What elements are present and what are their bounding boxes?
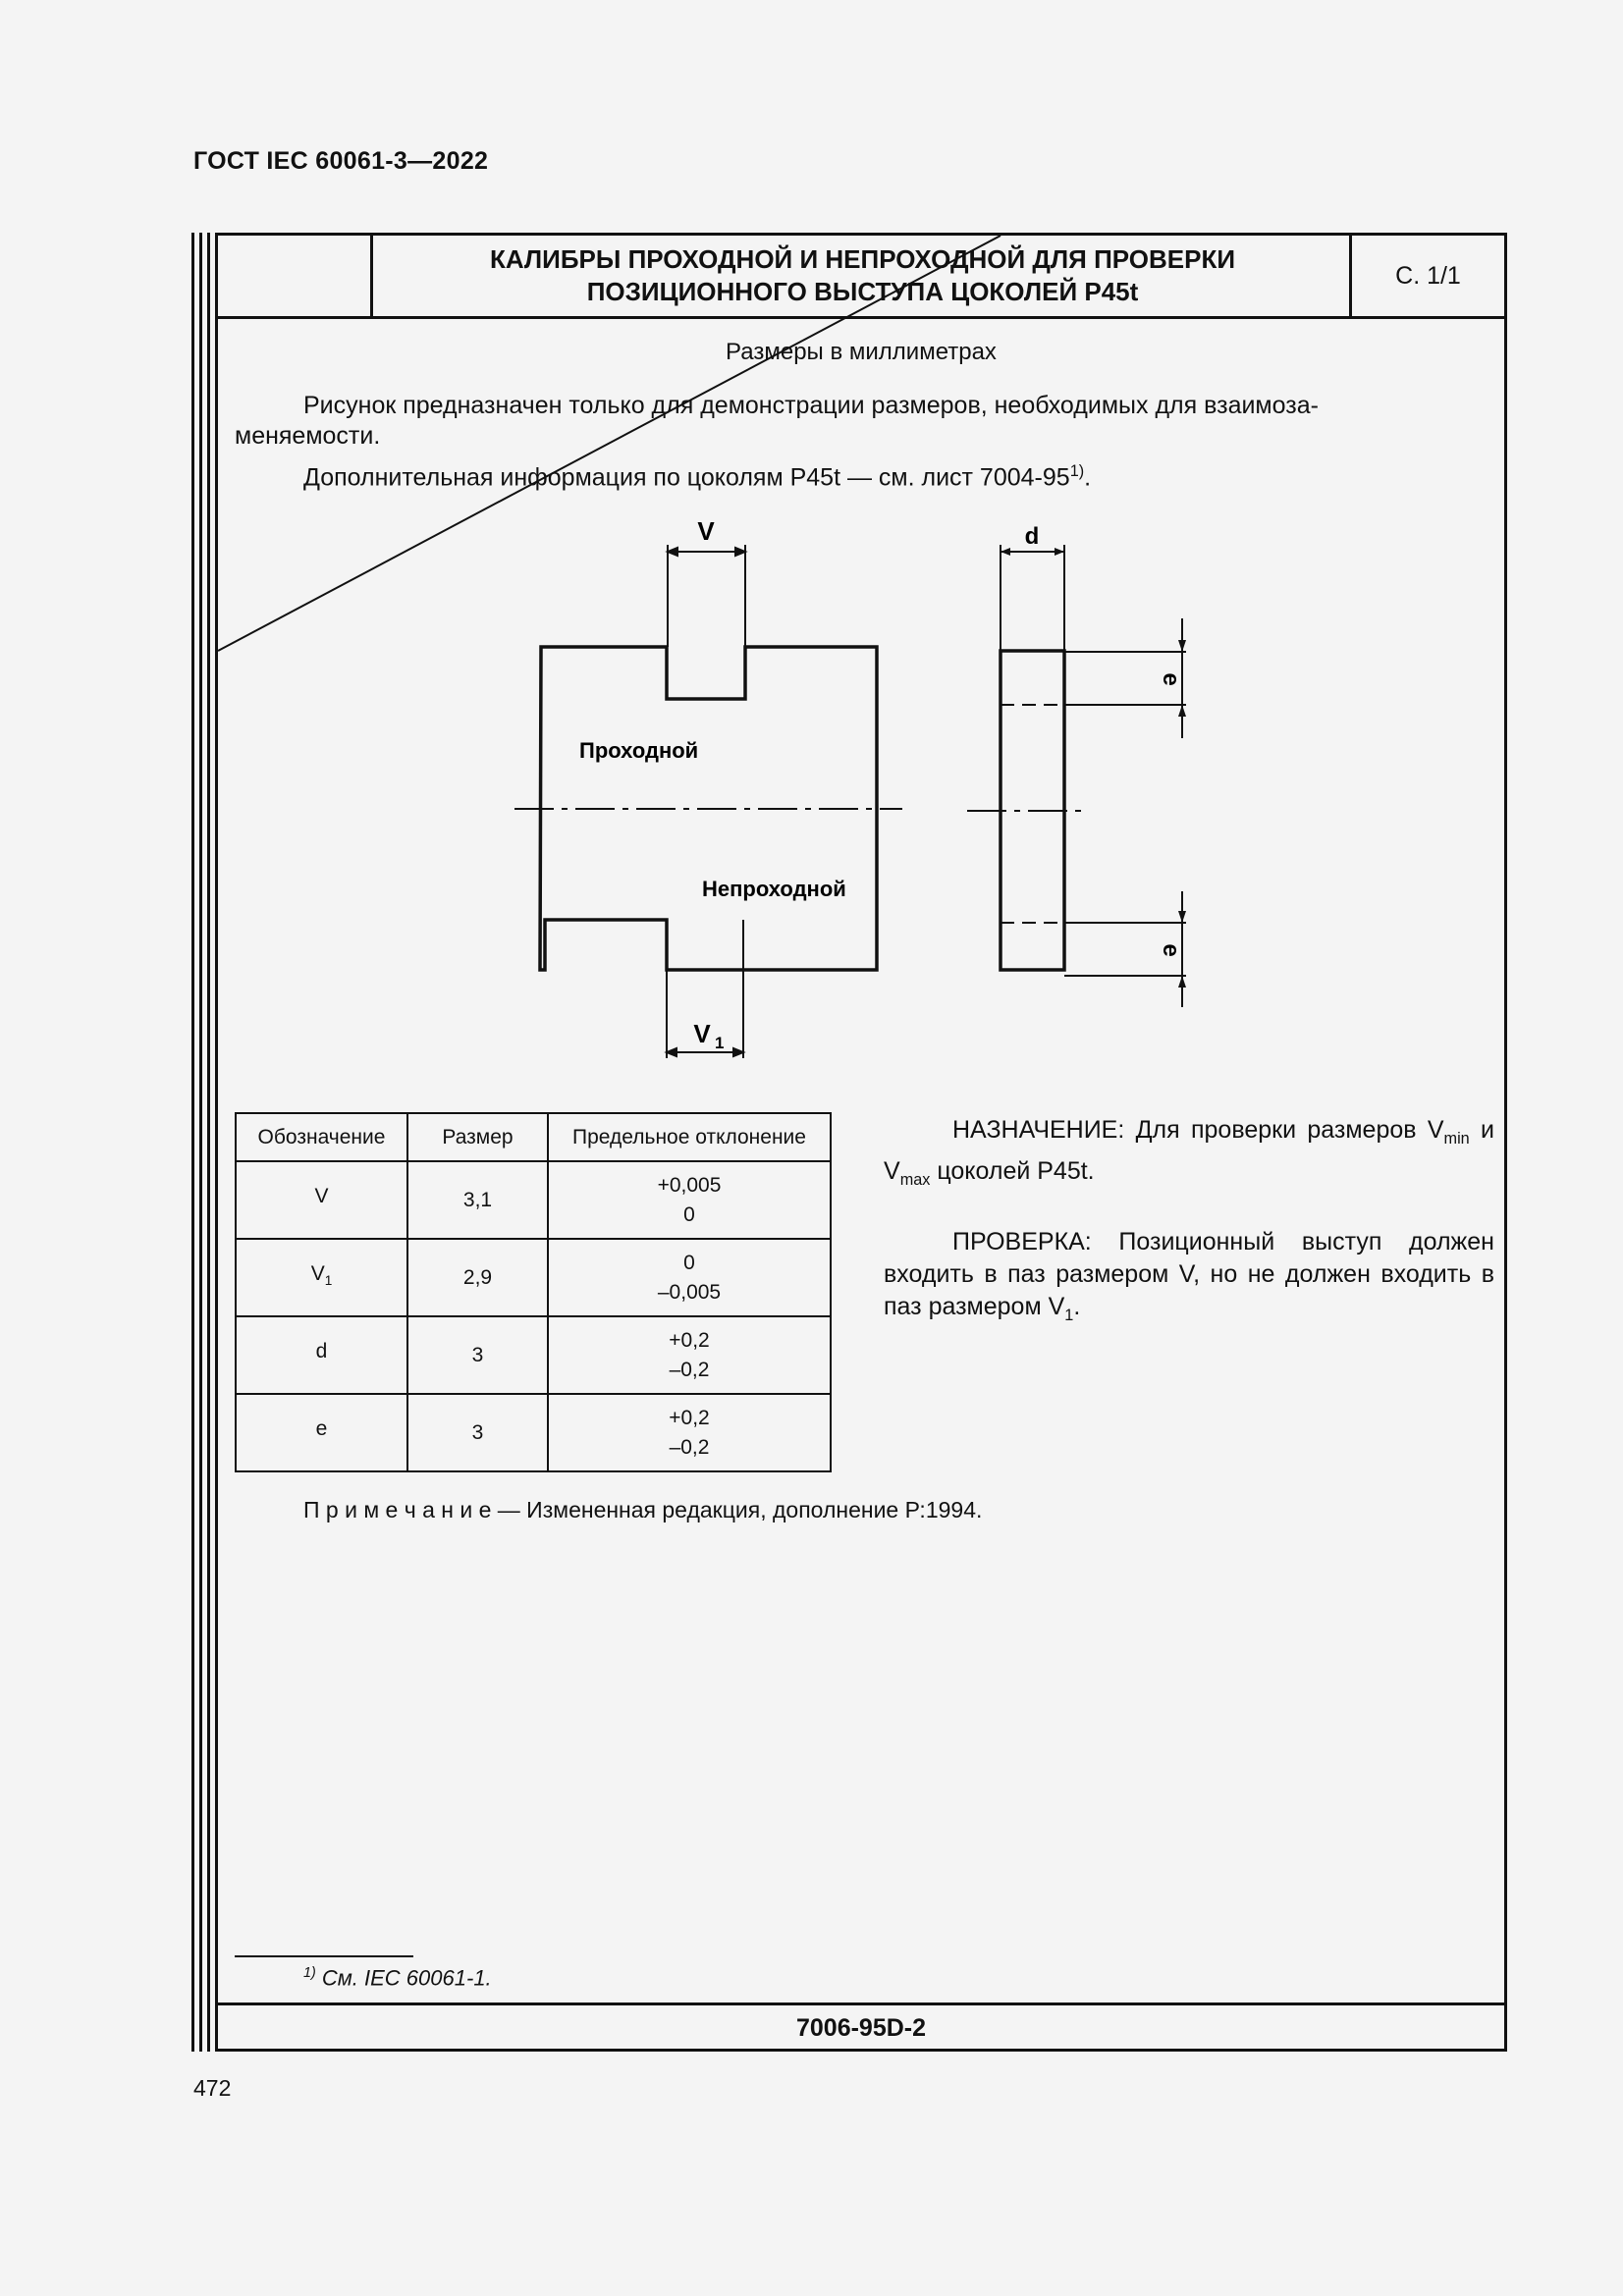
col-header-tolerance: Предельное отклонение — [548, 1113, 831, 1161]
margin-bar-3 — [207, 233, 210, 2052]
cell-size: 3 — [407, 1316, 548, 1394]
page-label: С. 1/1 — [1349, 236, 1504, 316]
footnote-separator — [235, 1955, 413, 1957]
reference-end: . — [1084, 463, 1092, 492]
cell-tolerance: +0,005 0 — [548, 1161, 831, 1239]
standard-sheet — [215, 233, 1507, 2052]
footnote-ref: 1) — [1069, 462, 1085, 480]
label-e-bottom: e — [1158, 943, 1184, 957]
check-paragraph: ПРОВЕРКА: Позиционный выступ должен входить в паз размером V, но не должен входить в паз размером $V_1$. — [884, 1228, 1494, 1324]
purpose-paragraph: НАЗНАЧЕНИЕ: Для проверки размеров $V_{min}$ и $V_{max}$ цоколей P45t. — [884, 1116, 1494, 1189]
dimensions-table — [235, 1112, 832, 1472]
footnote: $^{1)}$ См. IEC 60061-1. — [303, 1965, 492, 1991]
sheet-code: 7006-95D-2 — [218, 2002, 1504, 2052]
intro-paragraph-continuation: меняемости. — [235, 422, 381, 450]
label-v: V — [697, 516, 715, 546]
cell-size: 3 — [407, 1394, 548, 1471]
gauge-drawing — [218, 236, 1504, 1070]
cell-symbol: e — [236, 1394, 407, 1471]
table-row — [236, 1161, 831, 1239]
label-v1-subscript: 1 — [715, 1034, 725, 1052]
table-header-row — [236, 1113, 831, 1161]
document-header: ГОСТ IEC 60061-3—2022 — [193, 147, 489, 175]
cell-tolerance: +0,2 –0,2 — [548, 1394, 831, 1471]
purpose-block — [884, 1114, 1494, 1362]
label-nogo-gauge: Непроходной — [702, 877, 846, 901]
cell-tolerance: +0,2 –0,2 — [548, 1316, 831, 1394]
table-row — [236, 1394, 831, 1471]
sheet-title-line-2: ПОЗИЦИОННОГО ВЫСТУПА ЦОКОЛЕЙ P45t — [586, 277, 1139, 306]
reference-text: Дополнительная информация по цоколям P45t — см. лист 7004-95 — [303, 463, 1070, 492]
cell-symbol: $V_1$ — [236, 1239, 407, 1316]
label-e-top: e — [1158, 672, 1184, 686]
cell-tolerance: 0 –0,005 — [548, 1239, 831, 1316]
cell-size: 3,1 — [407, 1161, 548, 1239]
margin-bar-1 — [191, 233, 194, 2052]
intro-paragraph: Рисунок предназначен только для демонстрации размеров, необходимых для взаимоза- — [303, 392, 1319, 419]
note: П р и м е ч а н и е — Измененная редакция, дополнение Р:1994. — [303, 1497, 983, 1522]
units-caption: Размеры в миллиметрах — [726, 339, 997, 365]
label-d: d — [1024, 523, 1040, 550]
margin-bar-2 — [199, 233, 202, 2052]
label-v1: V — [693, 1019, 711, 1048]
cell-symbol: V — [236, 1161, 407, 1239]
cell-size: 2,9 — [407, 1239, 548, 1316]
col-header-size: Размер — [407, 1113, 548, 1161]
gauge-side-view — [218, 236, 1064, 970]
table-row — [236, 1239, 831, 1316]
sheet-title-line-1: КАЛИБРЫ ПРОХОДНОЙ И НЕПРОХОДНОЙ ДЛЯ ПРОВЕРКИ — [489, 244, 1236, 274]
cell-symbol: d — [236, 1316, 407, 1394]
label-go-gauge: Проходной — [579, 738, 699, 763]
table-row — [236, 1316, 831, 1394]
page-number: 472 — [193, 2075, 232, 2101]
col-header-symbol: Обозначение — [236, 1113, 407, 1161]
